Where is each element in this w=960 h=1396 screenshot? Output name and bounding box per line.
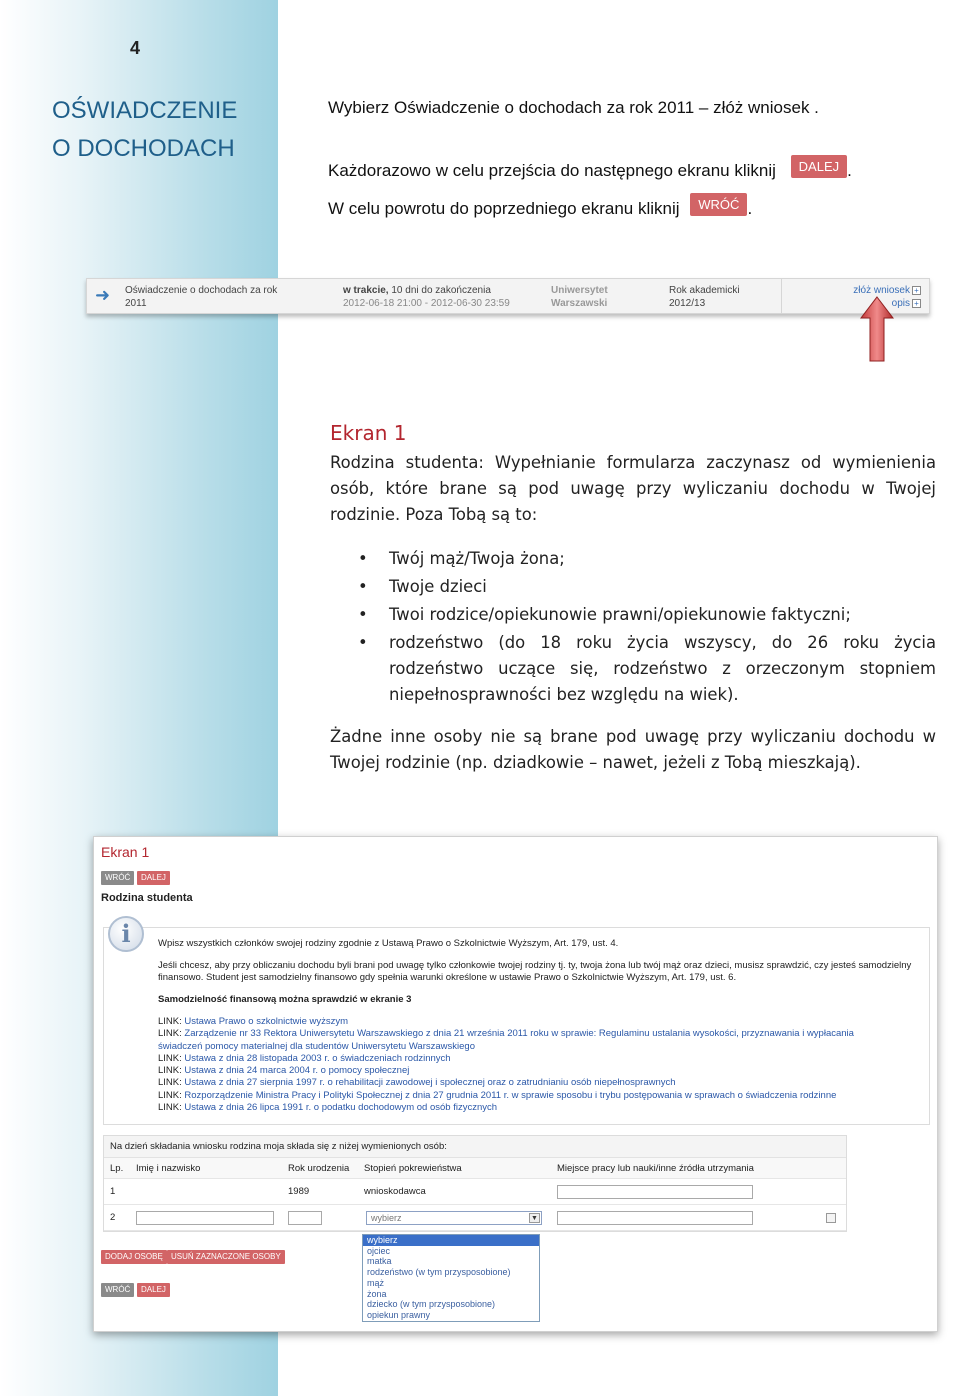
list-item: • Twoje dzieci (330, 574, 936, 600)
name-input[interactable] (136, 1211, 274, 1225)
link-item[interactable]: LINK: Ustawa z dnia 28 listopada 2003 r. o świadczeniach rodzinnych (158, 1052, 451, 1064)
link-item[interactable]: świadczeń pomocy materialnej dla studentów Uniwersytetu Warszawskiego (158, 1040, 475, 1052)
back-button-example: WRÓĆ (690, 193, 747, 216)
intro-line-2: Każdorazowo w celu przejścia do następnego ekranu kliknij DALEJ . (328, 160, 852, 183)
info-box (103, 919, 930, 1125)
link-item[interactable]: LINK: Rozporządzenie Ministra Pracy i Polityki Społecznej z dnia 27 grudnia 2011 r. w sprawie sposobu i trybu postępowania w sprawach o świadczenia rodzinne (158, 1089, 837, 1101)
description-link[interactable]: opis (891, 298, 910, 309)
table-row: 1 1989 wnioskodawca (104, 1179, 846, 1205)
back-button[interactable]: WRÓĆ (101, 1283, 134, 1297)
next-button[interactable]: DALEJ (137, 1283, 170, 1297)
dropdown-option[interactable]: mąż (367, 1277, 385, 1288)
list-item: • rodzeństwo (do 18 roku życia wszyscy, do 26 roku życia rodzeństwo uczące się, rodzeństwo z orzeczonym stopniem niepełnosprawności bez względu na wiek). (330, 630, 936, 708)
next-button[interactable]: DALEJ (137, 871, 170, 885)
application-header-strip (86, 278, 930, 314)
dropdown-option[interactable]: matka (367, 1256, 392, 1267)
link-item[interactable]: LINK: Ustawa z dnia 24 marca 2004 r. o pomocy społecznej (158, 1065, 410, 1077)
info-text: Jeśli chcesz, aby przy obliczaniu dochodu byli brani pod uwagę tylko członkowie twojej rodziny tj. ty, twoja żona lub twój mąż oraz dzieci, musisz sprawdzić, czy jesteś samodzielny finansowo. Student jest samodzielny finansowo gdy spełnia warunki określone w ustawie Prawo o Szkolnictwie Wyższym, Art. 179, ust. 6. (158, 960, 912, 983)
form-subtitle: Rodzina studenta (101, 892, 193, 904)
relation-select[interactable]: wybierz ▼ (366, 1211, 542, 1225)
application-status: w trakcie, 10 dni do zakończenia 2012-06-18 21:00 - 2012-06-30 23:59 (343, 285, 510, 309)
link-item[interactable]: LINK: Zarządzenie nr 33 Rektora Uniwersytetu Warszawskiego z dnia 21 września 2011 roku w sprawie: Regulaminu ustalania wysokości, przyznawania i wypłacania (158, 1028, 854, 1040)
row-checkbox[interactable] (826, 1213, 836, 1223)
dropdown-option[interactable]: dziecko (w tym przysposobione) (367, 1299, 496, 1310)
remove-selected-button[interactable]: USUŃ ZAZNACZONE OSOBY (167, 1250, 285, 1264)
dropdown-option[interactable]: żona (367, 1288, 387, 1299)
family-table (103, 1135, 847, 1232)
info-icon: i (108, 916, 144, 952)
academic-year: Rok akademicki 2012/13 (669, 285, 740, 309)
closing-paragraph: Żadne inne osoby nie są brane pod uwagę przy wyliczaniu dochodu w Twojej rodzinie (np. dziadkowie – nawet, jeżeli z Tobą mieszkają). (330, 727, 936, 772)
dropdown-option[interactable]: opiekun prawny (367, 1309, 431, 1320)
intro-line-1: Wybierz Oświadczenie o dochodach za rok 2011 – złóż wniosek . (328, 98, 819, 117)
table-row: 2 wybierz ▼ (104, 1205, 846, 1231)
relation-dropdown-list (362, 1234, 540, 1322)
link-item[interactable]: LINK: Ustawa Prawo o szkolnictwie wyższym (158, 1016, 349, 1027)
submit-application-link[interactable]: złóż wniosek (853, 285, 910, 296)
table-caption: Na dzień składania wniosku rodzina moja składa się z niżej wymienionych osób: (104, 1136, 846, 1158)
link-item[interactable]: LINK: Ustawa z dnia 27 sierpnia 1997 r. o rehabilitacji zawodowej i społecznej oraz o zatrudnianiu osób niepełnosprawnych (158, 1077, 676, 1089)
birth-year-input[interactable] (288, 1211, 322, 1225)
form-title: Ekran 1 (101, 844, 150, 860)
list-item: • Twój mąż/Twoja żona; (330, 546, 936, 572)
back-button[interactable]: WRÓĆ (101, 871, 134, 885)
list-item: • Twoi rodzice/opiekunowie prawni/opiekunowie faktyczni; (330, 602, 936, 628)
next-button-example: DALEJ (791, 155, 847, 178)
info-bold-text: Samodzielność finansową można sprawdzić w ekranie 3 (158, 994, 412, 1005)
up-arrow-icon (860, 296, 894, 362)
page-number: 4 (130, 38, 141, 58)
family-members-list (330, 546, 936, 710)
form-screenshot (93, 836, 938, 1332)
section-title: OŚWIADCZENIE O DOCHODACH (52, 97, 238, 162)
chevron-down-icon[interactable]: ▼ (529, 1213, 540, 1223)
income-source-input[interactable] (557, 1211, 753, 1225)
links-list (158, 1016, 854, 1114)
add-person-button[interactable]: DODAJ OSOBĘ (101, 1250, 167, 1264)
plus-icon[interactable]: + (912, 299, 921, 308)
link-item[interactable]: LINK: Ustawa z dnia 26 lipca 1991 r. o podatku dochodowym od osób fizycznych (158, 1102, 498, 1114)
intro-paragraph: Rodzina studenta: Wypełnianie formularza zaczynasz od wymienienia osób, które brane są pod uwagę przy wyliczaniu dochodu w Twojej rodzinie. Poza Tobą są to: (330, 453, 936, 524)
info-text: Wpisz wszystkich członków swojej rodziny zgodnie z Ustawą Prawo o Szkolnictwie Wyższym, Art. 179, ust. 4. (158, 938, 619, 949)
university-name: Uniwersytet Warszawski (551, 285, 608, 309)
dropdown-option[interactable]: wybierz (363, 1235, 539, 1246)
application-title[interactable]: Oświadczenie o dochodach za rok 2011 (125, 285, 278, 309)
plus-icon[interactable]: + (912, 286, 921, 295)
intro-line-3: W celu powrotu do poprzedniego ekranu kliknij WRÓĆ . (328, 198, 752, 221)
divider (781, 279, 782, 313)
table-header: Lp. Imię i nazwisko Rok urodzenia Stopień pokrewieństwa Miejsce pracy lub nauki/inne źródła utrzymania (104, 1158, 846, 1179)
dropdown-option[interactable]: rodzeństwo (w tym przysposobione) (367, 1267, 511, 1278)
screen-heading: Ekran 1 (330, 421, 407, 445)
dropdown-option[interactable]: ojciec (367, 1245, 391, 1256)
income-source-input[interactable] (557, 1185, 753, 1199)
arrow-right-icon: ➜ (95, 285, 111, 305)
